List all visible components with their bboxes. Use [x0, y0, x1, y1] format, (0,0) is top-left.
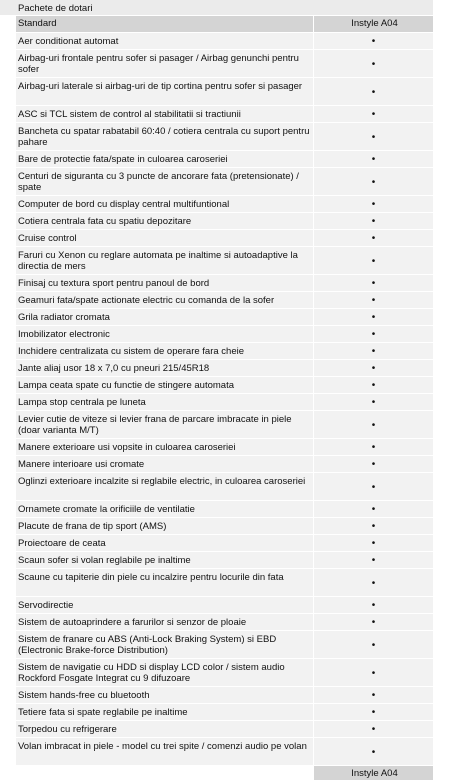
- table-row: [16, 456, 433, 473]
- feature-availability-dot: •: [313, 292, 433, 309]
- feature-name: Bare de protectie fata/spate in culoarea caroseriei: [16, 151, 313, 168]
- feature-availability-dot: •: [313, 704, 433, 721]
- feature-name: Computer de bord cu display central multifuntional: [16, 196, 313, 213]
- feature-availability-dot: •: [313, 247, 433, 275]
- feature-availability-dot: •: [313, 473, 433, 501]
- feature-name: Proiectoare de ceata: [16, 535, 313, 552]
- table-row: [16, 704, 433, 721]
- feature-name: Inchidere centralizata cu sistem de operare fara cheie: [16, 343, 313, 360]
- footer-spacer: [16, 766, 313, 780]
- feature-name: Lampa ceata spate cu functie de stingere automata: [16, 377, 313, 394]
- table-footer-row: [16, 766, 433, 780]
- table-row: [16, 569, 433, 597]
- feature-name: Airbag-uri laterale si airbag-uri de tip cortina pentru sofer si pasager: [16, 78, 313, 106]
- feature-name: Airbag-uri frontale pentru sofer si pasager / Airbag genunchi pentru sofer: [16, 50, 313, 78]
- feature-availability-dot: •: [313, 50, 433, 78]
- table-row: [16, 123, 433, 151]
- feature-name: Jante aliaj usor 18 x 7,0 cu pneuri 215/45R18: [16, 360, 313, 377]
- table-row: [16, 687, 433, 704]
- feature-availability-dot: •: [313, 360, 433, 377]
- feature-availability-dot: •: [313, 631, 433, 659]
- table-row: [16, 738, 433, 766]
- table-row: [16, 292, 433, 309]
- feature-availability-dot: •: [313, 106, 433, 123]
- feature-availability-dot: •: [313, 168, 433, 196]
- feature-availability-dot: •: [313, 230, 433, 247]
- feature-name: Servodirectie: [16, 597, 313, 614]
- feature-name: Lampa stop centrala pe luneta: [16, 394, 313, 411]
- feature-name: Manere exterioare usi vopsite in culoarea caroseriei: [16, 439, 313, 456]
- feature-availability-dot: •: [313, 501, 433, 518]
- table-row: [16, 394, 433, 411]
- table-row: [16, 247, 433, 275]
- feature-availability-dot: •: [313, 614, 433, 631]
- table-row: [16, 659, 433, 687]
- feature-availability-dot: •: [313, 659, 433, 687]
- feature-name: Sistem de navigatie cu HDD si display LCD color / sistem audio Rockford Fosgate Integrat cu 9 difuzoare: [16, 659, 313, 687]
- feature-availability-dot: •: [313, 213, 433, 230]
- feature-availability-dot: •: [313, 78, 433, 106]
- feature-availability-dot: •: [313, 343, 433, 360]
- table-row: [16, 343, 433, 360]
- feature-name: Faruri cu Xenon cu reglare automata pe inaltime si autoadaptive la directia de mers: [16, 247, 313, 275]
- feature-availability-dot: •: [313, 394, 433, 411]
- equipment-table: [16, 16, 433, 780]
- feature-availability-dot: •: [313, 439, 433, 456]
- feature-name: Grila radiator cromata: [16, 309, 313, 326]
- table-row: [16, 50, 433, 78]
- table-row: [16, 360, 433, 377]
- feature-name: Tetiere fata si spate reglabile pe inaltime: [16, 704, 313, 721]
- table-row: [16, 411, 433, 439]
- feature-availability-dot: •: [313, 275, 433, 292]
- table-row: [16, 78, 433, 106]
- table-row: [16, 230, 433, 247]
- section-title: Pachete de dotari: [0, 0, 433, 15]
- feature-availability-dot: •: [313, 597, 433, 614]
- feature-availability-dot: •: [313, 569, 433, 597]
- feature-name: Manere interioare usi cromate: [16, 456, 313, 473]
- feature-name: Scaun sofer si volan reglabile pe inaltime: [16, 552, 313, 569]
- feature-availability-dot: •: [313, 738, 433, 766]
- feature-name: Sistem de franare cu ABS (Anti-Lock Braking System) si EBD (Electronic Brake-force Distribution): [16, 631, 313, 659]
- table-row: [16, 501, 433, 518]
- feature-name: Levier cutie de viteze si levier frana de parcare imbracate in piele (doar varianta M/T): [16, 411, 313, 439]
- table-row: [16, 518, 433, 535]
- feature-name: Imobilizator electronic: [16, 326, 313, 343]
- feature-availability-dot: •: [313, 518, 433, 535]
- table-row: [16, 473, 433, 501]
- feature-name: Cruise control: [16, 230, 313, 247]
- feature-name: ASC si TCL sistem de control al stabilitatii si tractiunii: [16, 106, 313, 123]
- table-row: [16, 326, 433, 343]
- table-row: [16, 151, 433, 168]
- feature-name: Torpedou cu refrigerare: [16, 721, 313, 738]
- feature-name: Aer conditionat automat: [16, 33, 313, 50]
- feature-availability-dot: •: [313, 123, 433, 151]
- table-row: [16, 275, 433, 292]
- feature-availability-dot: •: [313, 456, 433, 473]
- table-row: [16, 377, 433, 394]
- feature-name: Ornamete cromate la orificiile de ventilatie: [16, 501, 313, 518]
- feature-availability-dot: •: [313, 151, 433, 168]
- feature-name: Geamuri fata/spate actionate electric cu comanda de la sofer: [16, 292, 313, 309]
- feature-availability-dot: •: [313, 687, 433, 704]
- feature-availability-dot: •: [313, 196, 433, 213]
- feature-name: Centuri de siguranta cu 3 puncte de ancorare fata (pretensionate) / spate: [16, 168, 313, 196]
- table-row: [16, 721, 433, 738]
- table-row: [16, 33, 433, 50]
- feature-availability-dot: •: [313, 377, 433, 394]
- feature-name: Placute de frana de tip sport (AMS): [16, 518, 313, 535]
- table-row: [16, 439, 433, 456]
- feature-name: Volan imbracat in piele - model cu trei spite / comenzi audio pe volan: [16, 738, 313, 766]
- table-row: [16, 552, 433, 569]
- table-header-row: [16, 16, 433, 33]
- feature-name: Cotiera centrala fata cu spatiu depozitare: [16, 213, 313, 230]
- feature-availability-dot: •: [313, 309, 433, 326]
- feature-name: Scaune cu tapiterie din piele cu incalzire pentru locurile din fata: [16, 569, 313, 597]
- table-row: [16, 535, 433, 552]
- feature-availability-dot: •: [313, 33, 433, 50]
- table-row: [16, 631, 433, 659]
- header-model: Instyle A04: [313, 16, 433, 33]
- table-row: [16, 213, 433, 230]
- table-row: [16, 597, 433, 614]
- feature-availability-dot: •: [313, 411, 433, 439]
- table-row: [16, 168, 433, 196]
- feature-availability-dot: •: [313, 326, 433, 343]
- feature-name: Finisaj cu textura sport pentru panoul de bord: [16, 275, 313, 292]
- table-row: [16, 614, 433, 631]
- footer-model: Instyle A04: [313, 766, 433, 780]
- table-row: [16, 106, 433, 123]
- table-body: [16, 33, 433, 766]
- feature-name: Sistem hands-free cu bluetooth: [16, 687, 313, 704]
- feature-availability-dot: •: [313, 535, 433, 552]
- header-label: Standard: [16, 16, 313, 33]
- table-row: [16, 309, 433, 326]
- feature-name: Sistem de autoaprindere a farurilor si senzor de ploaie: [16, 614, 313, 631]
- feature-availability-dot: •: [313, 552, 433, 569]
- feature-availability-dot: •: [313, 721, 433, 738]
- feature-name: Bancheta cu spatar rabatabil 60:40 / cotiera centrala cu suport pentru pahare: [16, 123, 313, 151]
- feature-name: Oglinzi exterioare incalzite si reglabile electric, in culoarea caroseriei: [16, 473, 313, 501]
- table-row: [16, 196, 433, 213]
